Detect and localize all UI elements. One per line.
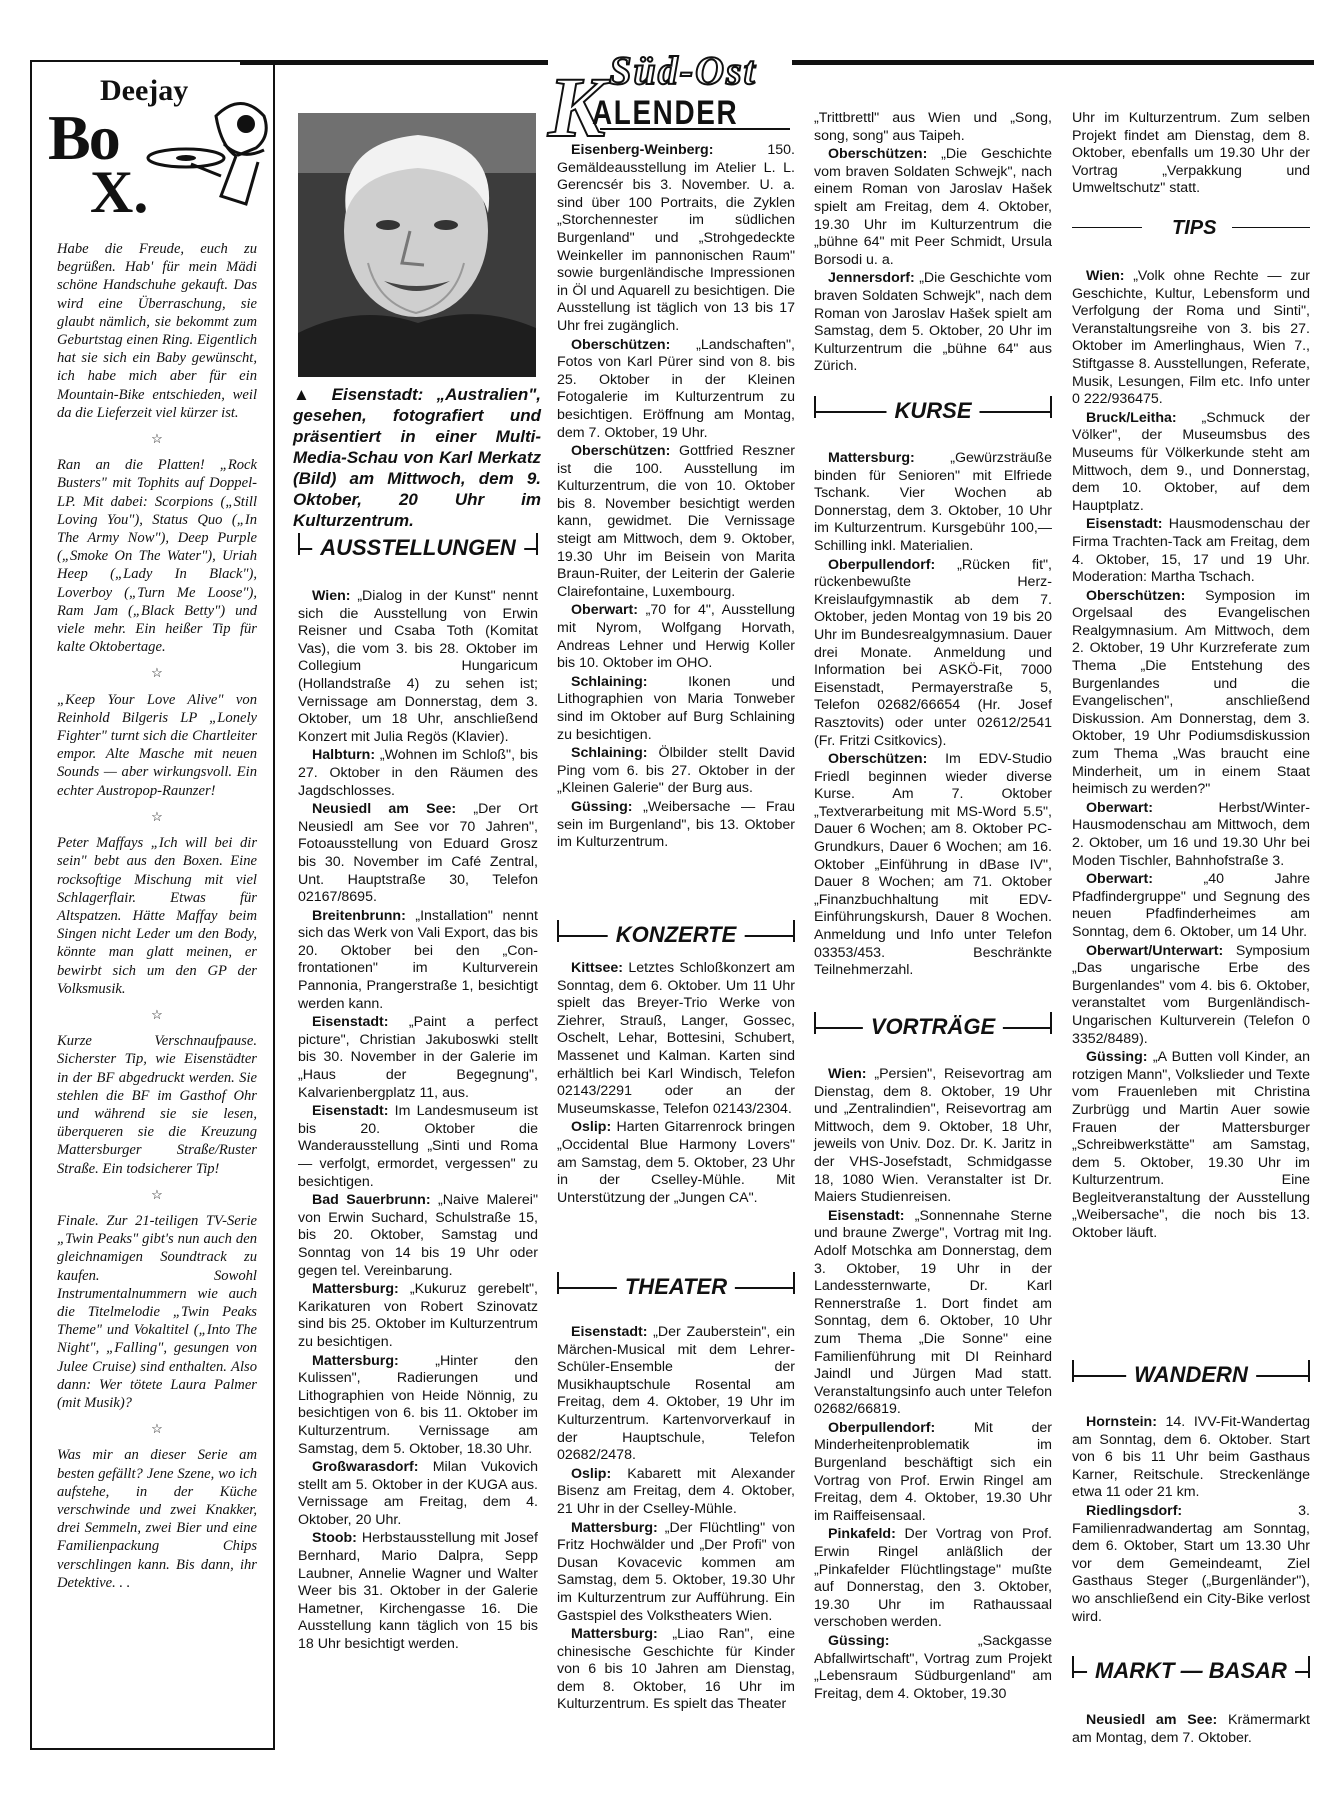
entry: Mattersburg: „Gewürzsträuße binden für Senioren" mit Elfriede Tschank. Vier Wochen ab Donnerstag, dem 3. Oktober, 10 Uhr im Kulturzentrum. Kursgebühr 100,— Schilling inkl. Materialien.: [814, 450, 1052, 554]
entry: Riedlingsdorf: 3. Familienradwandertag am Sonntag, dem 6. Oktober, Start um 13.30 Uhr vor dem Gemeindeamt, Ziel Gasthaus Steger („Burgenländer"), wo anschließend ein City-Bike verlost wird.: [1072, 1502, 1310, 1625]
entry: Halbturn: „Wohnen im Schloß", bis 27. Oktober in den Räumen des Jagdschlosses.: [298, 747, 538, 799]
top-rule-left: [240, 60, 548, 65]
star-icon: ☆: [151, 1006, 163, 1022]
entry: Eisenstadt: Im Landesmuseum ist bis 20. Oktober die Wanderausstellung „Sinti und Roma — verfolgt, ermordet, vergessen" zu besichtigen.: [298, 1103, 538, 1190]
section-konzerte-title: KONZERTE: [608, 920, 745, 950]
column-3-konzerte: [557, 960, 795, 1208]
entry: Schlaining: Ölbilder stellt David Ping vom 6. bis 27. Oktober in der „Kleinen Galerie" der Burg aus.: [557, 745, 795, 797]
star-icon: ☆: [151, 1421, 163, 1437]
photo-karl-merkatz: [298, 113, 536, 377]
column-5-markt: [1072, 1712, 1310, 1748]
entry: Oberschützen: Im EDV-Studio Friedl beginnen wieder diverse Kurse. Am 7. Oktober „Textverarbeitung mit MS-Word 5.5", Dauer 6 Wochen; am 8. Oktober PC-Grundkurs, Dauer 6 Wochen; am 16. Oktober „Einführung in dBase IV", Dauer 8 Wochen; am 71. Oktober „Finanzbuchhaltung mit EDV-Einführungskursh, Dauer 8 Wochen. Anmeldung und Info unter Telefon 03353/453. Beschränkte Teilnehmerzahl.: [814, 751, 1052, 979]
section-markt-basar-title: MARKT — BASAR: [1087, 1656, 1295, 1686]
entry: Bad Sauerbrunn: „Naive Malerei" von Erwin Suchard, Schulstraße 15, bis 20. Oktober, Samstag und Sonntag von 14 bis 19 Uhr oder gegen tel. Vereinbarung.: [298, 1192, 538, 1279]
entry: Güssing: „A Butten voll Kinder, an rotzigen Mann", Volkslieder und Texte vom Frauenleben mit Christina Zurbrügg und Martin Auer sowie Frauen der Mattersburger „Schreibwerkstätte" am Samstag, dem 5. Oktober, 19.30 Uhr im Kulturzentrum. Eine Begleitveranstaltung der Ausstellung „Weibersache", die noch bis 13. Oktober läuft.: [1072, 1049, 1310, 1242]
deejay-paragraph: Finale. Zur 21-teiligen TV-Serie „Twin Peaks" gibt's nun auch den gleichnamigen Soundtrack zu kaufen. Sowohl Instrumentalnummern wie auch die Titelmelodie „Twin Peaks Theme" und Vokaltitel („Into The Night", „Falling", gesungen von Julee Cruise) sind enthalten. Also dann: Wer tötete Laura Palmer (mit Musik)?: [57, 1212, 257, 1411]
entry: Oberschützen: „Landschaften", Fotos von Karl Pürer sind von 8. bis 25. Oktober in der Kleinen Fotogalerie im Kulturzentrum zu besichtigen. Eröffnung am Montag, dem 7. Oktober, 19 Uhr.: [557, 336, 795, 441]
column-3-theater: [557, 1324, 795, 1715]
section-wandern-title: WANDERN: [1126, 1360, 1256, 1390]
entry: Oslip: Harten Gitarrenrock bringen „Occidental Blue Harmony Lovers" am Samstag, dem 5. Oktober, 23 Uhr in der Cselley-Mühle. Mit Unterstützung der „Jungen CA".: [557, 1119, 795, 1206]
entry: Hornstein: 14. IVV-Fit-Wandertag am Sonntag, dem 6. Oktober. Start von 6 bis 11 Uhr beim Gasthaus Karner, Reitschule. Streckenlänge etwa 11 oder 21 km.: [1072, 1414, 1310, 1501]
deejay-box: [30, 60, 275, 1750]
entry: Oberpullendorf: Mit der Minderheitenproblematik im Burgenland beschäftigt sich ein Vortrag von Prof. Erwin Ringel am Freitag, dem 4. Oktober, 19.30 Uhr im Raiffeisensaal.: [814, 1419, 1052, 1524]
entry: Jennersdorf: „Die Geschichte vom braven Soldaten Schwejk", nach dem Roman von Jaroslav Hašek spielt am Samstag, dem 5. Oktober, 20 Uhr im Kulturzentrum die „bühne 64" aus Zürich.: [814, 270, 1052, 375]
masthead-k: K: [548, 59, 606, 155]
section-theater-title: THEATER: [617, 1272, 735, 1302]
column-5-vortraege-cont: [1072, 110, 1310, 199]
masthead-sued-ost: Süd-Ost: [609, 48, 757, 93]
portrait-photo: [298, 113, 536, 377]
entry: Breitenbrunn: „Installation" nennt sich das Werk von Vali Export, das bis 20. Oktober bei den „Con-frontationen" im Kulturverein Pannonia, Prangerstraße 1, besichtigt werden kann.: [298, 907, 538, 1012]
section-kurse: [814, 396, 1052, 426]
deejay-text: [57, 240, 257, 1592]
deejay-paragraph: Ran an die Platten! „Rock Busters" mit Tophits auf Doppel-LP. Mit dabei: Scorpions („Still Loving You"), Status Quo („In The Army Now"), Deep Purple („Smoke On The Water"), Uriah Heep („Lady In Black"), Loverboy („Turn Me Loose"), Ram Jam („Black Betty") und viele mehr. Ein heißer Tip für kalte Oktobertage.: [57, 457, 257, 656]
entry: Eisenstadt: „Paint a perfect picture", Christian Jakuboswki stellt bis 30. November in der Galerie im „Haus der Begegnung", Kalvarienbergplatz 11, aus.: [298, 1014, 538, 1101]
entry: Oberschützen: Gottfried Reszner ist die 100. Ausstellung im Kulturzentrum, die von 10. Oktober bis 8. November besichtigt werden kann, gewidmet. Die Vernissage steigt am Mittwoch, dem 9. Oktober, 19.30 Uhr im Beisein von Marita Braun-Ruiter, der Leiterin der Galerie Clairefontaine, Luxembourg.: [557, 443, 795, 600]
section-markt-basar: [1072, 1656, 1310, 1686]
star-icon: ☆: [151, 431, 163, 447]
deejay-paragraph: „Keep Your Love Alive" von Reinhold Bilgeris LP „Lonely Fighter" turnt sich die Chartleiter empor. Alte Masche mit neuen Sounds — aber wirkungsvoll. Ein echter Austropop-Raunzer!: [57, 691, 257, 799]
entry: Güssing: „Weibersache — Frau sein im Burgenland", bis 13. Oktober im Kulturzentrum.: [557, 798, 795, 851]
entry: Eisenstadt: Hausmodenschau der Firma Trachten-Tack am Freitag, dem 4. Oktober, 15, 17 und 19 Uhr. Moderation: Martha Tschach.: [1072, 516, 1310, 586]
section-ausstellungen-title: AUSSTELLUNGEN: [312, 533, 524, 563]
star-icon: ☆: [151, 808, 163, 824]
section-tips: [1072, 214, 1310, 242]
entry: Eisenstadt: „Der Zauberstein", ein Märchen-Musical mit dem Lehrer-Schüler-Ensemble der Musikhauptschule Rosental am Freitag, dem 4. Oktober, 19 Uhr im Kulturzentrum. Kartenvorverkauf in der Hauptschule, Telefon 02682/2478.: [557, 1324, 795, 1464]
entry: Oberwart: Herbst/Winter-Hausmodenschau am Mittwoch, dem 2. Oktober, um 16 und 19.30 Uhr bei Moden Tischler, Bahnhofstraße 3.: [1072, 799, 1310, 869]
entry: Oberwart/Unterwart: Symposium „Das ungarische Erbe des Burgenlandes" vom 4. bis 6. Oktober, veranstaltet vom Burgenländisch-Ungarischen Kulturverein (Telefon 0 3352/8489).: [1072, 942, 1310, 1047]
deejay-paragraph: Was mir an dieser Serie am besten gefällt? Jene Szene, wo ich aufstehe, in der Küche verschwinde und zwei Knakker, drei Semmeln, zwei Bier und eine Familienpackung Chips verschlingen kann. Bis dann, ihr Detektive. . .: [57, 1447, 257, 1591]
deejay-logo-line3: X.: [90, 159, 149, 225]
deejay-logo: [36, 66, 271, 226]
column-4-vortraege: [814, 1066, 1052, 1704]
deejay-paragraph: Habe die Freude, euch zu begrüßen. Hab' für mein Mädi schöne Handschuhe gekauft. Das wird eine Überraschung, sie glaubt nämlich, sie bekommt zum Geburtstag einen Ring. Eigentlich hat sie sich ein Baby gewünscht, ich habe mich aber für ein Mountain-Bike entschieden, weil da die Lieferzeit viel kürzer ist.: [57, 241, 257, 421]
section-vortraege: [814, 1012, 1052, 1042]
entry: Kittsee: Letztes Schloßkonzert am Sonntag, dem 6. Oktober. Um 11 Uhr spielt das Breyer-Trio Werke von Ziehrer, Strauß, Langer, Gossec, Oschelt, Lehar, Bottesini, Schubert, Massenet und Kalman. Karten sind erhältlich bei Karl Windisch, Telefon 02143/2291 oder an der Museumskasse, Telefon 02143/2304.: [557, 960, 795, 1117]
column-5-tips: [1072, 268, 1310, 1244]
column-4-kurse: [814, 450, 1052, 981]
photo-caption: ▲ Eisenstadt: „Australien", gesehen, fotografiert und präsentiert in einer Multi-Media-Schau von Karl Merkatz (Bild) am Mittwoch, dem 9. Oktober, 20 Uhr im Kulturzentrum.: [293, 385, 541, 530]
entry: Mattersburg: „Hinter den Kulissen", Radierungen und Lithographien von Heide Nönnig, zu besichtigen von 6. bis 11. Oktober im Kulturzentrum. Vernissage am Samstag, dem 5. Oktober, 18.30 Uhr.: [298, 1352, 538, 1457]
entry: Uhr im Kulturzentrum. Zum selben Projekt findet am Dienstag, dem 8. Oktober, ebenfalls um 19.30 Uhr der Vortrag „Verpakkung und Umweltschutz" statt.: [1072, 110, 1310, 197]
entry: Bruck/Leitha: „Schmuck der Völker", der Museumsbus des Museums für Völkerkunde steht am Mittwoch, dem 9., und Donnerstag, dem 10. Oktober, auf dem Hauptplatz.: [1072, 409, 1310, 514]
entry: Schlaining: Ikonen und Lithographien von Maria Tonweber sind im Oktober auf Burg Schlaining zu besichtigen.: [557, 673, 795, 743]
entry: Wien: „Volk ohne Rechte — zur Geschichte, Kultur, Lebensform und Verfolgung der Roma und Sinti", Veranstaltungsreihe von 3. bis 27. Oktober im Amerlinghaus, Wien 7., Stiftgasse 8. Ausstellungen, Referate, Musik, Lesungen, Film etc. Info unter 0 222/936475.: [1072, 268, 1310, 408]
entry: Neusiedl am See: „Der Ort Neusiedl am See vor 70 Jahren", Fotoausstellung von Eduard Grosz bis 30. November im Café Zentral, Unt. Hauptstraße 30, Telefon 02167/8695.: [298, 801, 538, 906]
entry: „Trittbrettl" aus Wien und „Song, song, song" aus Taipeh.: [814, 110, 1052, 144]
entry: Oslip: Kabarett mit Alexander Bisenz am Freitag, dem 4. Oktober, 21 Uhr in der Cselley-Mühle.: [557, 1465, 795, 1517]
entry: Pinkafeld: Der Vortrag von Prof. Erwin Ringel anläßlich der „Pinkafelder Flüchtlingstage" mußte auf Donnerstag, den 3. Oktober, 19.30 Uhr im Rathaussaal verschoben werden.: [814, 1526, 1052, 1631]
deejay-paragraph: Peter Maffays „Ich will bei dir sein" bebt aus den Boxen. Eine rocksoftige Mischung mit viel Schlagerflair. Etwas für Altspatzen. Hätte Maffay beim Singen nicht Leder um den Body, könnte man glatt meinen, er bewirbt sich um den GP der Volksmusik.: [57, 835, 257, 997]
masthead: [548, 48, 796, 155]
section-wandern: [1072, 1360, 1310, 1390]
top-rule-right: [792, 60, 1314, 65]
deejay-logo-line2: Bo: [48, 102, 119, 173]
star-icon: ☆: [151, 665, 163, 681]
column-3-ausstellungen-cont: [557, 142, 795, 853]
section-konzerte: [557, 920, 795, 950]
column-5-wandern: [1072, 1414, 1310, 1627]
masthead-kalender: ALENDER: [592, 94, 739, 132]
section-kurse-title: KURSE: [886, 396, 979, 426]
entry: Eisenstadt: „Sonnennahe Sterne und braune Zwerge", Vortrag mit Ing. Adolf Motschka am Donnerstag, dem 3. Oktober, 19 Uhr in der Landessternwarte, Dr. Karl Rennerstraße 1. Dort findet am Sonntag, dem 6. Oktober, 10 Uhr zum Thema „Die Sonne" eine Familienführung mit DI Reinhard Jaindl und Jürgen Mad statt. Veranstaltungsinfo auch unter Telefon 02682/66819.: [814, 1207, 1052, 1418]
section-ausstellungen: [298, 533, 538, 563]
entry: Oberwart: „70 for 4", Ausstellung mit Nyrom, Wolfgang Horvath, Andreas Lehner und Herwig Koller bis 10. Oktober im OHO.: [557, 602, 795, 672]
entry: Mattersburg: „Der Flüchtling" von Fritz Hochwälder und „Der Profi" von Dusan Kovacevic kommen am Samstag, dem 5. Oktober, 19.30 Uhr im Kulturzentrum zur Aufführung. Ein Gastspiel des Volkstheaters Wien.: [557, 1519, 795, 1624]
star-icon: ☆: [151, 1186, 163, 1202]
deejay-paragraph: Kurze Verschnaufpause. Sicherster Tip, wie Eisenstädter in der BF abgedruckt werden. Sie stehlen die BF im Gasthof Ohr und während sie sie lesen, überqueren sie die Kreuzung Mattersburger Straße/Ruster Straße. Ein todsicherer Tip!: [57, 1033, 257, 1177]
entry: Großwarasdorf: Milan Vukovich stellt am 5. Oktober in der KUGA aus. Vernissage am Freitag, dem 4. Oktober, 20 Uhr.: [298, 1459, 538, 1528]
entry: Stoob: Herbstausstellung mit Josef Bernhard, Mario Dalpra, Sepp Laubner, Annelie Wagner und Walter Weer bis 31. Oktober in der Galerie Hametner, Kirchengasse 16. Die Ausstellung kann täglich von 15 bis 18 Uhr besichtigt werden.: [298, 1530, 538, 1653]
section-tips-title: TIPS: [1172, 217, 1217, 239]
deejay-logo-line1: Deejay: [100, 74, 189, 107]
entry: Wien: „Persien", Reisevortrag am Dienstag, dem 8. Oktober, 19 Uhr und „Zentralindien", Reisevortrag am Mittwoch, dem 9. Oktober, 18 Uhr, jeweils von Univ. Doz. Dr. K. Jaritz in der VHS-Josefstadt, Schmidgasse 18, 1080 Wien. Veranstalter ist Dr. Maiers Studienreisen.: [814, 1066, 1052, 1206]
entry: Oberwart: „40 Jahre Pfadfindergruppe" und Segnung des neuen Pfadfinderheimes am Sonntag, dem 6. Oktober, um 14 Uhr.: [1072, 871, 1310, 940]
entry: Güssing: „Sackgasse Abfallwirtschaft", Vortrag zum Projekt „Lebensraum Südburgenland" am Freitag, dem 4. Oktober, 19.30: [814, 1633, 1052, 1702]
section-theater: [557, 1272, 795, 1302]
entry: Wien: „Dialog in der Kunst" nennt sich die Ausstellung von Erwin Reisner und Csaba Toth (Komitat Vas), die vom 3. bis 28. Oktober im Collegium Hungaricum (Hollandstraße 4) zu sehen ist; Vernissage am Donnerstag, dem 3. Oktober, um 18 Uhr, anschließend Konzert mit Julia Regös (Klavier).: [298, 588, 538, 745]
column-2-ausstellungen: [298, 588, 538, 1655]
entry: Eisenberg-Weinberg: 150. Gemäldeausstellung im Atelier L. L. Gerencsér bis 3. November. U. a. sind über 100 Portraits, die Zyklen „Storchennester im südlichen Burgenland" und „Strohgedeckte Weinkeller im pannonischen Raum" sowie burgenländische Impressionen in Öl und Aquarell zu besichtigen. Die Ausstellung ist täglich von 13 bis 17 Uhr frei zugänglich.: [557, 142, 795, 334]
entry: Neusiedl am See: Krämermarkt am Montag, dem 7. Oktober.: [1072, 1712, 1310, 1746]
section-vortraege-title: VORTRÄGE: [863, 1012, 1003, 1042]
entry: Mattersburg: „Kukuruz gerebelt", Karikaturen von Robert Szinovatz sind bis 25. Oktober im Kulturzentrum zu besichtigen.: [298, 1281, 538, 1350]
entry: Oberschützen: Symposion im Orgelsaal des Evangelischen Realgymnasium. Am Mittwoch, dem 2. Oktober, 19 Uhr Kurzreferate zum Thema „Die Entstehung des Burgenlandes und die Evangelischen", anschließend Diskussion. Am Donnerstag, dem 3. Oktober, 19 Uhr Podiumsdiskussion zum Thema „Was braucht eine Minderheit, um in einem Staat heimisch zu werden?": [1072, 587, 1310, 798]
entry: Oberschützen: „Die Geschichte vom braven Soldaten Schwejk", nach einem Roman von Jaroslav Hašek spielt am Freitag, dem 4. Oktober, 19.30 Uhr im Kulturzentrum die „bühne 64" mit Peer Schmidt, Ursula Borsodi u. a.: [814, 146, 1052, 268]
column-4-theater-cont: [814, 110, 1052, 377]
entry: Oberpullendorf: „Rücken fit", rückenbewußte Herz-Kreislaufgymnastik ab dem 7. Oktober, jeden Montag von 19 bis 20 Uhr im Bundesrealgymnasium. Dauer drei Monate. Anmeldung und Information bei ASKÖ-Fit, 7000 Eisenstadt, Permayerstraße 5, Telefon 02682/66654 (Hr. Josef Rasztovits) oder unter 02612/2541 (Fr. Fritzi Csitkovics).: [814, 556, 1052, 749]
entry: Mattersburg: „Liao Ran", eine chinesische Geschichte für Kinder von 6 bis 10 Jahren am Dienstag, dem 8. Oktober, 16 Uhr im Kulturzentrum. Es spielt das Theater: [557, 1626, 795, 1713]
